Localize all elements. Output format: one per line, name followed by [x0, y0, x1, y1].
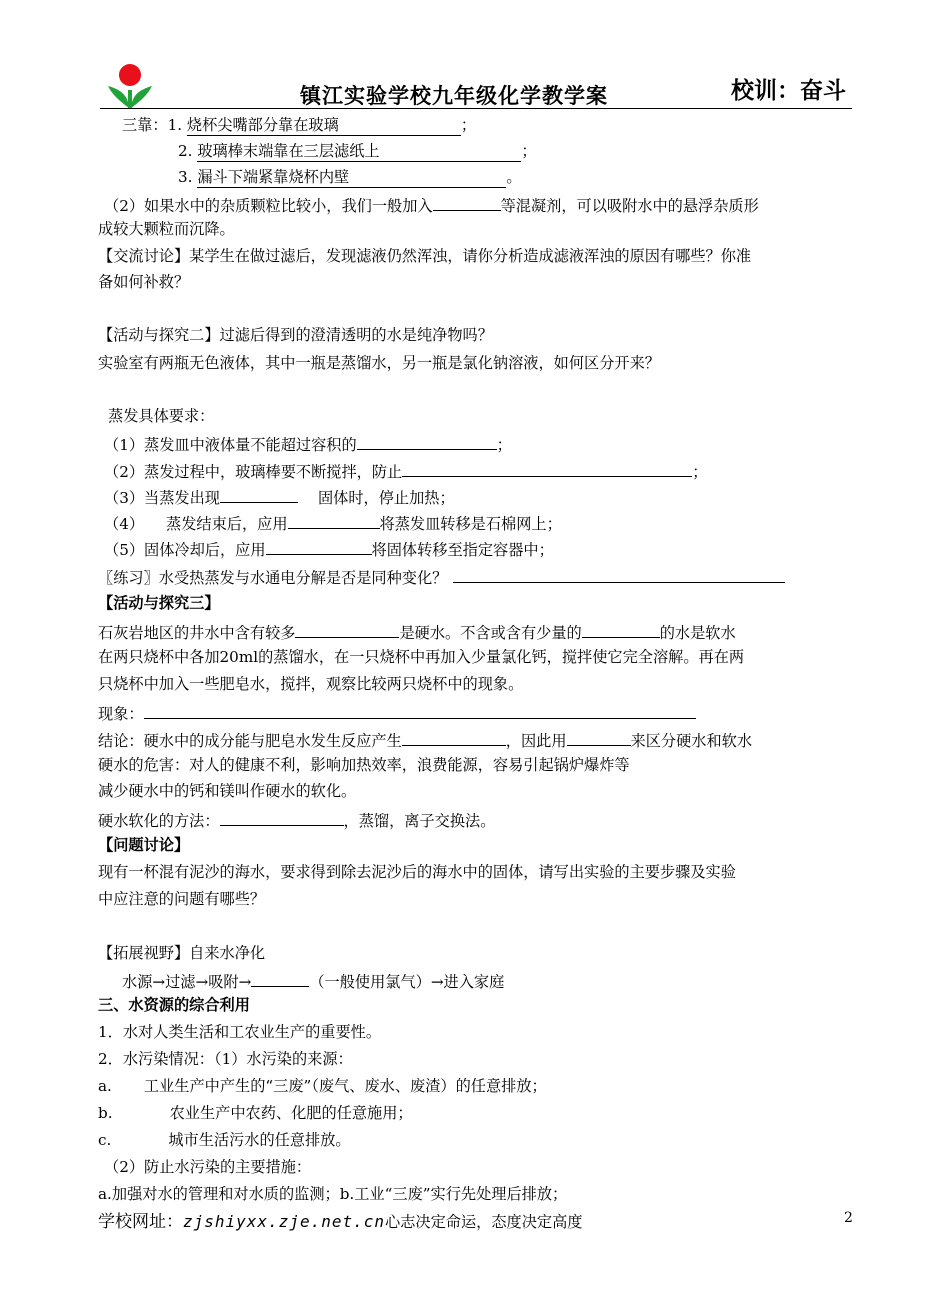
answer-blank[interactable]: [251, 969, 309, 987]
answer-blank[interactable]: [433, 193, 501, 211]
text-line: b. 农业生产中农药、化肥的任意施用；: [98, 1104, 413, 1122]
text-line: a. 工业生产中产生的“三废”（废气、废水、废渣）的任意排放；: [98, 1077, 547, 1095]
answer-blank[interactable]: [144, 701, 696, 719]
text-line: c. 城市生活污水的任意排放。: [98, 1131, 351, 1149]
text-line: 水源→过滤→吸附→ （一般使用氯气）→进入家庭: [122, 969, 504, 992]
answer-blank[interactable]: 烧杯尖嘴部分靠在玻璃: [187, 115, 461, 136]
page-footer: [98, 1212, 582, 1232]
answer-blank[interactable]: [582, 620, 660, 638]
text-line: 蒸发具体要求：: [108, 407, 215, 425]
text-line: （2）如果水中的杂质颗粒比较小，我们一般加入 等混凝剂，可以吸附水中的悬浮杂质形: [104, 193, 759, 216]
text-line: （1）蒸发皿中液体量不能超过容积的 ；: [104, 432, 512, 455]
text-line: 成较大颗粒而沉降。: [98, 220, 235, 238]
text-line: 在两只烧杯中各加20ml的蒸馏水，在一只烧杯中再加入少量氯化钙，搅拌使它完全溶解。再在两: [98, 648, 745, 666]
answer-blank[interactable]: [402, 459, 692, 477]
answer-blank[interactable]: 漏斗下端紧靠烧杯内壁: [197, 167, 506, 188]
text-line: 石灰岩地区的井水中含有较多 是硬水。不含或含有少量的 的水是软水: [98, 620, 736, 643]
school-motto: 校训：奋斗: [731, 77, 846, 104]
text-line: 2. 玻璃棒末端靠在三层滤纸上 ；: [178, 142, 537, 160]
text-line: 备如何补救？: [98, 273, 190, 291]
answer-blank[interactable]: [357, 432, 497, 450]
text-line: （2）防止水污染的主要措施：: [104, 1158, 312, 1176]
answer-blank[interactable]: [220, 485, 298, 503]
section-heading: 三、水资源的综合利用: [98, 996, 250, 1014]
text-line: 1．水对人类生活和工农业生产的重要性。: [98, 1023, 382, 1041]
answer-blank[interactable]: [295, 620, 399, 638]
page-number: 2: [844, 1210, 853, 1226]
section-heading: 【活动与探究三】: [98, 594, 220, 612]
text-line: （3）当蒸发出现 固体时，停止加热；: [104, 485, 455, 508]
answer-blank[interactable]: [220, 808, 344, 826]
school-logo-icon: [102, 62, 156, 108]
page-header: [100, 60, 852, 109]
text-line: （4） 蒸发结束后，应用 将蒸发皿转移是石棉网上；: [104, 511, 562, 534]
text-line: 2．水污染情况：（1）水污染的来源：: [98, 1050, 353, 1068]
text-line: 3. 漏斗下端紧靠烧杯内壁 。: [178, 168, 522, 186]
answer-blank[interactable]: 玻璃棒末端靠在三层滤纸上: [197, 141, 521, 162]
footer-slogan: 心志决定命运，态度决定高度: [385, 1213, 583, 1231]
text-line: 【活动与探究二】过滤后得到的澄清透明的水是纯净物吗？: [98, 326, 493, 344]
text-line: 【拓展视野】自来水净化: [98, 944, 266, 962]
text-line: 三靠：1. 烧杯尖嘴部分靠在玻璃 ；: [122, 116, 477, 134]
text-line: 【交流讨论】某学生在做过滤后，发现滤液仍然浑浊，请你分析造成滤液浑浊的原因有哪些？你准: [98, 247, 752, 265]
footer-school-label: 学校网址：: [98, 1212, 183, 1232]
section-heading: 【问题讨论】: [98, 836, 190, 854]
text-line: （5）固体冷却后，应用 将固体转移至指定容器中；: [104, 537, 554, 560]
text-line: a.加强对水的管理和对水质的监测；b.工业“三废”实行先处理后排放；: [98, 1185, 568, 1203]
text-line: 现象：: [98, 701, 696, 724]
answer-blank[interactable]: [266, 537, 372, 555]
school-website-link[interactable]: zjshiyxx.zje.net.cn: [183, 1212, 386, 1231]
text-line: 硬水的危害：对人的健康不利，影响加热效率，浪费能源，容易引起锅炉爆炸等: [98, 756, 630, 774]
answer-blank[interactable]: [567, 728, 631, 746]
text-line: 现有一杯混有泥沙的海水，要求得到除去泥沙后的海水中的固体，请写出实验的主要步骤及实验: [98, 863, 736, 881]
text-line: 〖练习〗水受热蒸发与水通电分解是否是同种变化？: [98, 565, 785, 588]
answer-blank[interactable]: [402, 728, 506, 746]
text-line: 结论：硬水中的成分能与肥皂水发生反应产生 ，因此用 来区分硬水和软水: [98, 728, 752, 751]
text-line: 实验室有两瓶无色液体，其中一瓶是蒸馏水，另一瓶是氯化钠溶液，如何区分开来？: [98, 354, 660, 372]
text-line: 减少硬水中的钙和镁叫作硬水的软化。: [98, 782, 357, 800]
text-line: （2）蒸发过程中，玻璃棒要不断搅拌，防止 ；: [104, 459, 707, 482]
text-line: 只烧杯中加入一些肥皂水，搅拌，观察比较两只烧杯中的现象。: [98, 675, 524, 693]
answer-blank[interactable]: [453, 565, 785, 583]
text-line: 中应注意的问题有哪些？: [98, 890, 266, 908]
text-line: 硬水软化的方法： ，蒸馏，离子交换法。: [98, 808, 495, 831]
page-title: 镇江实验学校九年级化学教学案: [300, 83, 608, 108]
answer-blank[interactable]: [288, 511, 380, 529]
